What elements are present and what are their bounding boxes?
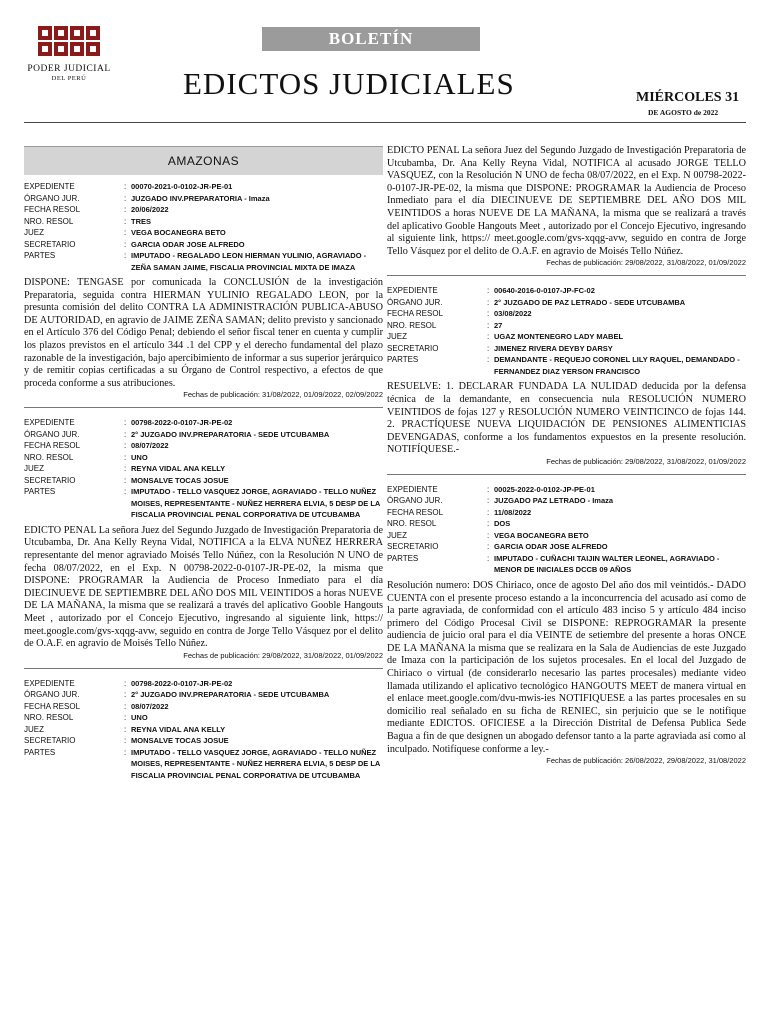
label-juez: JUEZ — [387, 332, 407, 342]
publication-dates: Fechas de publicación: 29/08/2022, 31/08/2022, 01/09/2022 — [183, 650, 383, 660]
publication-dates: Fechas de publicación: 26/08/2022, 29/08/2022, 31/08/2022 — [546, 756, 746, 766]
colon: : — [124, 182, 127, 191]
value-juez: UGAZ MONTENEGRO LADY MABEL — [494, 332, 624, 342]
label-juez: JUEZ — [24, 464, 44, 474]
edict-case — [387, 285, 746, 466]
label-partes: PARTES — [387, 553, 419, 563]
colon: : — [124, 678, 127, 688]
colon: : — [124, 239, 127, 249]
value-juez: REYNA VIDAL ANA KELLY — [131, 724, 226, 734]
edict-case — [24, 417, 383, 659]
label-organo: ÓRGANO JUR. — [387, 496, 443, 506]
colon: : — [487, 542, 490, 552]
value-juez: VEGA BOCANEGRA BETO — [494, 530, 589, 540]
label-juez: JUEZ — [24, 724, 44, 734]
header-divider — [24, 122, 746, 123]
label-secretario: SECRETARIO — [387, 542, 439, 552]
value-expediente: 00798-2022-0-0107-JR-PE-02 — [131, 678, 233, 688]
value-secretario: GARCIA ODAR JOSE ALFREDO — [131, 239, 245, 249]
label-expediente: EXPEDIENTE — [24, 678, 75, 688]
edict-case — [24, 678, 383, 782]
value-nro: UNO — [131, 713, 148, 723]
edict-case — [387, 484, 746, 765]
org-country: DEL PERÚ — [51, 75, 87, 82]
colon: : — [124, 736, 127, 746]
value-expediente: 00025-2022-0-0102-JP-PE-01 — [494, 484, 595, 494]
colon: : — [487, 297, 490, 307]
value-organo: 2° JUZGADO INV.PREPARATORIA - SEDE UTCUBAMBA — [131, 429, 330, 439]
edict-body: Resolución numero: DOS Chiriaco, once de agosto Del año dos mil veintidós.- DADO CUENTA con el presente proceso estando a la inconcurrencia del acusado así como de la parte agraviada, de conformidad con el artículo 483 inciso 5 y artículo 484 inciso primero del Código Procesal Civil se DISPONE: REPROGRAMAR la presente audiencia de juicio oral para el día VEINTE de setiembre del presente a horas ONCE DE LA MAÑANA la misma que se realizara en la Sala de Audiencias de este Juzgado de Imaza con la participación de los sujetos procesales. En el local del Juzgado de Chiriaco o virtual (de considerarlo necesario las partes procesales) mediante video llamada utilizando el aplicativo tecnológico HANGOUTS MEET de manera virtual en el enlace meet.google.com/dvu-mwis-ies NOTIFIQUESE a las partes procesales en su domicilio real señalado en su ficha de RENIEC, sin perjuicio que se le notifique mediante EDICTOS. OFICIESE a la Dirección Distrital de Defensa Publica Sede Bagua a fin de que designen un abogado defensor tanto a la parte agraviada así como al inculpado. Notifíquese conforme a ley.- — [387, 579, 746, 755]
colon: : — [487, 530, 490, 540]
label-partes: PARTES — [24, 487, 56, 497]
banner-boletin: BOLETÍN — [262, 27, 480, 51]
case-divider — [387, 275, 746, 276]
colon: : — [487, 343, 490, 353]
label-expediente: EXPEDIENTE — [387, 286, 438, 296]
edict-case — [24, 181, 383, 399]
label-expediente: EXPEDIENTE — [387, 484, 438, 494]
edict-body: EDICTO PENAL La señora Juez del Segundo Juzgado de Investigación Preparatoria de Utcubamba, Dr. Ana Kelly Reyna Vidal, NOTIFICA a la ELVA NUÑEZ HERRERA representante del menor agraviado Moisés Tello Núñez, con la Resolución N UNO de fecha 08/07/2022, en el Exp. N 00798-2022-0-0107-JR-PE-02, la misma que DISPONE: PROGRAMAR la Audiencia de Proceso Inmediato para el día DIECINUEVE DE SEPTIEMBRE DEL AÑO DOS MIL VEINTIDOS a horas NUEVE DE LA MAÑANA, la misma que se realizará a través del aplicativo Gooble Hangouts Meet , autorizado por el Concejo Ejecutivo, ingresando al siguiente link, https:// meet.google.com/gvs-xqqg-avw, seguido en contra de Jorge Tello Vásquez por el delito de O.A.F. en agravio de Moisés Tello Núñez. — [24, 524, 383, 650]
value-juez: VEGA BOCANEGRA BETO — [131, 228, 226, 237]
value-nro: DOS — [494, 519, 511, 529]
label-partes: PARTES — [24, 747, 56, 757]
publication-dates: Fechas de publicación: 29/08/2022, 31/08/2022, 01/09/2022 — [546, 258, 746, 268]
colon: : — [487, 496, 490, 506]
colon: : — [487, 320, 490, 330]
colon: : — [124, 690, 127, 700]
value-partes: IMPUTADO - TELLO VASQUEZ JORGE, AGRAVIADO - TELLO NUÑEZ MOISES, REPRESENTANTE - NUÑEZ HERRERA ELVIA, 5 DESP DE LA FISCALIA PROVINCIAL PENAL CORPORATIVA DE UTCUBAMBA — [131, 487, 381, 520]
label-expediente: EXPEDIENTE — [24, 418, 75, 428]
value-fecha: 08/07/2022 — [131, 441, 169, 451]
label-secretario: SECRETARIO — [387, 343, 439, 353]
left-column — [24, 146, 383, 789]
value-organo: 2° JUZGADO DE PAZ LETRADO - SEDE UTCUBAMBA — [494, 297, 686, 307]
label-fecha: FECHA RESOL — [387, 309, 444, 319]
label-secretario: SECRETARIO — [24, 239, 76, 249]
value-nro: 27 — [494, 320, 503, 330]
case-divider — [24, 668, 383, 669]
edict-case — [387, 145, 746, 267]
case-divider — [387, 474, 746, 475]
value-partes: IMPUTADO - TELLO VASQUEZ JORGE, AGRAVIADO - TELLO NUÑEZ MOISES, REPRESENTANTE - NUÑEZ HERRERA ELVIA, 5 DESP DE LA FISCALIA PROVINCIAL PENAL CORPORATIVA DE UTCUBAMBA — [131, 747, 381, 780]
label-juez: JUEZ — [24, 228, 44, 237]
label-secretario: SECRETARIO — [24, 475, 76, 485]
value-partes: IMPUTADO - CUÑACHI TAIJIN WALTER LEONEL, AGRAVIADO - MENOR DE INICIALES DCCB 09 AÑOS — [494, 553, 720, 575]
colon: : — [487, 332, 490, 342]
value-secretario: JIMENEZ RIVERA DEYBY DARSY — [494, 343, 613, 353]
right-column — [387, 145, 746, 773]
label-organo: ÓRGANO JUR. — [24, 429, 80, 439]
value-fecha: 11/08/2022 — [494, 507, 532, 517]
value-nro: UNO — [131, 452, 148, 462]
value-nro: TRES — [131, 216, 152, 226]
colon: : — [124, 747, 127, 757]
org-name: PODER JUDICIAL — [27, 64, 111, 74]
colon: : — [124, 251, 127, 260]
label-nro: NRO. RESOL — [24, 713, 74, 723]
colon: : — [124, 441, 127, 451]
colon: : — [124, 724, 127, 734]
label-nro: NRO. RESOL — [24, 216, 74, 226]
label-nro: NRO. RESOL — [387, 519, 437, 529]
case-metadata — [387, 285, 746, 377]
colon: : — [124, 713, 127, 723]
value-fecha: 03/08/2022 — [494, 309, 532, 319]
case-metadata — [24, 181, 383, 273]
value-fecha: 08/07/2022 — [131, 701, 169, 711]
label-nro: NRO. RESOL — [387, 320, 437, 330]
edict-body: DISPONE: TENGASE por comunicada la CONCLUSIÓN de la investigación Preparatoria, seguida contra HIERMAN YULINIO REGALADO LEON, por la presunta comisión del delito CONTRA LA ADMINISTRACIÓN PUBLICA-ABUSO DE AUTORIDAD, en agravio de JAIME ZEÑA SAMAN; delito previsto y sancionado en el Artículo 376 del Código Penal; debiendo el señor fiscal tener en cuenta y cumplir los plazos previstos en el artículo 344 .1 del CPP y el derecho fundamental del plazo razonable de la investigación, bajo apercibimiento de informar a sus superior jerárquico y de remitir copias certificadas a su Órgano de Control respectivo, a efectos de que proceda conforme a sus atribuciones. — [24, 277, 383, 389]
label-partes: PARTES — [24, 251, 56, 260]
colon: : — [124, 216, 127, 226]
colon: : — [124, 701, 127, 711]
value-secretario: GARCIA ODAR JOSE ALFREDO — [494, 542, 608, 552]
colon: : — [124, 475, 127, 485]
issue-day: MIÉRCOLES 31 — [636, 90, 740, 105]
value-secretario: MONSALVE TOCAS JOSUE — [131, 736, 229, 746]
value-partes: IMPUTADO - REGALADO LEON HIERMAN YULINIO, AGRAVIADO - ZEÑA SAMAN JAIME, FISCALIA PROVINCIAL MIXTA DE IMAZA — [131, 251, 367, 272]
label-fecha: FECHA RESOL — [24, 441, 81, 451]
value-organo: 2° JUZGADO INV.PREPARATORIA - SEDE UTCUBAMBA — [131, 690, 330, 700]
value-organo: JUZGADO INV.PREPARATORIA - Imaza — [131, 193, 270, 203]
colon: : — [124, 487, 127, 497]
colon: : — [487, 286, 490, 296]
colon: : — [124, 429, 127, 439]
value-expediente: 00798-2022-0-0107-JR-PE-02 — [131, 418, 233, 428]
value-organo: JUZGADO PAZ LETRADO - Imaza — [494, 496, 614, 506]
colon: : — [487, 507, 490, 517]
label-fecha: FECHA RESOL — [24, 205, 81, 214]
value-expediente: 00070-2021-0-0102-JR-PE-01 — [131, 182, 233, 191]
value-fecha: 20/06/2022 — [131, 205, 169, 214]
label-secretario: SECRETARIO — [24, 736, 76, 746]
colon: : — [487, 484, 490, 494]
case-metadata — [387, 484, 746, 576]
colon: : — [487, 519, 490, 529]
value-expediente: 00640-2016-0-0107-JP-FC-02 — [494, 286, 595, 296]
colon: : — [487, 553, 490, 563]
edict-body: EDICTO PENAL La señora Juez del Segundo Juzgado de Investigación Preparatoria de Utcubamba, Dr. Ana Kelly Reyna Vidal, NOTIFICA al acusado JORGE TELLO VASQUEZ, con la Resolución N UNO de fecha 08/07/2022, en el Exp. N 00798-2022-0-0107-JR-PE-02, la misma que DISPONE: PROGRAMAR la Audiencia de Proceso Inmediato para el día DIECINUEVE DE SEPTIEMBRE DEL AÑO DOS MIL VEINTIDOS a horas NUEVE DE LA MAÑANA, la misma que se realizará a través del aplicativo Gooble Hangouts Meet , autorizado por el Concejo Ejecutivo, ingresando al siguiente link, https:// meet.google.com/gvs-xqqg-avw, seguido en contra de Jorge Tello Vásquez por el delito de O.A.F. en agravio de Moisés Tello Núñez. — [387, 145, 746, 257]
value-juez: REYNA VIDAL ANA KELLY — [131, 464, 226, 474]
colon: : — [487, 309, 490, 319]
colon: : — [487, 355, 490, 365]
poder-judicial-logo-icon — [36, 24, 104, 60]
label-fecha: FECHA RESOL — [24, 701, 81, 711]
label-juez: JUEZ — [387, 530, 407, 540]
colon: : — [124, 193, 127, 203]
label-nro: NRO. RESOL — [24, 452, 74, 462]
label-organo: ÓRGANO JUR. — [24, 690, 80, 700]
colon: : — [124, 418, 127, 428]
value-partes: DEMANDANTE - REQUEJO CORONEL LILY RAQUEL, DEMANDADO - FERNANDEZ DIAZ YERSON FRANCISCO — [494, 355, 740, 376]
page-title: EDICTOS JUDICIALES — [183, 66, 515, 101]
issue-month: DE AGOSTO de 2022 — [648, 108, 719, 117]
label-organo: ÓRGANO JUR. — [387, 297, 443, 307]
value-secretario: MONSALVE TOCAS JOSUE — [131, 475, 229, 485]
colon: : — [124, 228, 127, 237]
edict-body: RESUELVE: 1. DECLARAR FUNDADA LA NULIDAD deducida por la defensa técnica de la demandante, en consecuencia nula RESOLUCIÓN NUMERO VEINTIDOS de fojas 127 y RESOLUCIÓN NUMERO VEINTICINCO de fojas 144. 2. PRACTÍQUESE NUEVA LIQUIDACIÓN DE PENSIONES ALIMENTICIAS DEVENGADAS, conforme a los fundamentos expuestos en la presente resolución. NOTIFÍQUESE.- — [387, 381, 746, 456]
region-header: AMAZONAS — [24, 146, 383, 175]
label-expediente: EXPEDIENTE — [24, 182, 75, 191]
label-organo: ÓRGANO JUR. — [24, 193, 80, 203]
publication-dates: Fechas de publicación: 31/08/2022, 01/09/2022, 02/09/2022 — [183, 390, 383, 400]
publication-dates: Fechas de publicación: 29/08/2022, 31/08/2022, 01/09/2022 — [546, 456, 746, 466]
label-fecha: FECHA RESOL — [387, 507, 444, 517]
colon: : — [124, 464, 127, 474]
colon: : — [124, 452, 127, 462]
case-metadata — [24, 417, 383, 521]
colon: : — [124, 205, 127, 214]
label-partes: PARTES — [387, 355, 419, 365]
case-divider — [24, 407, 383, 408]
case-metadata — [24, 678, 383, 782]
